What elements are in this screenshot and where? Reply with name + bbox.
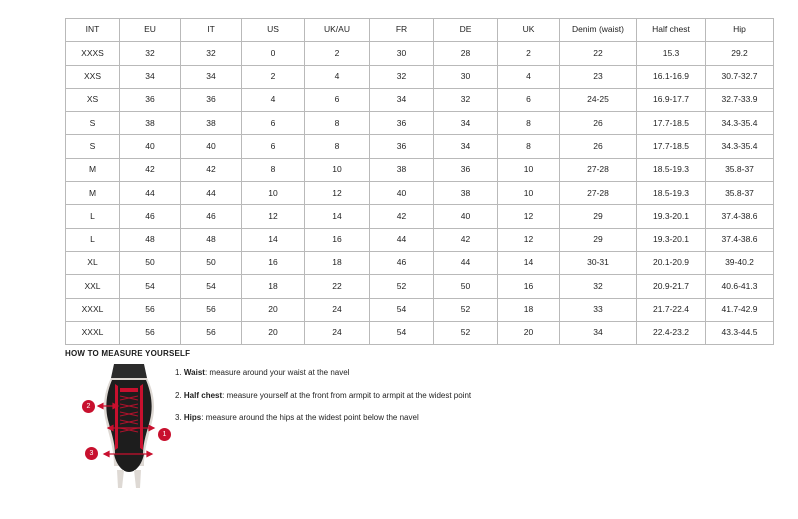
cell-de: 42: [434, 228, 498, 251]
cell-half-chest: 20.1-20.9: [637, 251, 706, 274]
cell-de: 28: [434, 42, 498, 65]
cell-hip: 34.3-35.4: [706, 112, 774, 135]
cell-hip: 35.8-37: [706, 158, 774, 181]
cell-uk: 14: [498, 251, 560, 274]
cell-it: 38: [181, 112, 242, 135]
cell-denim-waist: 23: [560, 65, 637, 88]
cell-us: 14: [242, 228, 305, 251]
cell-de: 36: [434, 158, 498, 181]
cell-hip: 39-40.2: [706, 251, 774, 274]
cell-us: 16: [242, 251, 305, 274]
cell-int: XXXS: [66, 42, 120, 65]
cell-eu: 56: [120, 298, 181, 321]
cell-eu: 46: [120, 205, 181, 228]
cell-eu: 56: [120, 321, 181, 344]
table-row: [66, 275, 774, 298]
cell-half-chest: 17.7-18.5: [637, 112, 706, 135]
cell-uk-au: 22: [305, 275, 370, 298]
cell-us: 6: [242, 112, 305, 135]
measure-instruction-waist: [175, 368, 645, 378]
cell-fr: 54: [370, 321, 434, 344]
measure-label-waist: Waist: [183, 368, 205, 377]
cell-de: 32: [434, 88, 498, 111]
cell-denim-waist: 32: [560, 275, 637, 298]
table-row: [66, 251, 774, 274]
cell-int: L: [66, 228, 120, 251]
cell-fr: 30: [370, 42, 434, 65]
cell-half-chest: 21.7-22.4: [637, 298, 706, 321]
measure-text-half-chest: : measure yourself at the front from armpit to armpit at the widest point: [222, 390, 472, 400]
cell-half-chest: 17.7-18.5: [637, 135, 706, 158]
cell-int: XXL: [66, 275, 120, 298]
table-row: [66, 65, 774, 88]
mannequin-svg: [84, 362, 174, 492]
cell-hip: 30.7-32.7: [706, 65, 774, 88]
cell-int: XS: [66, 88, 120, 111]
cell-us: 20: [242, 321, 305, 344]
cell-de: 40: [434, 205, 498, 228]
cell-uk: 4: [498, 65, 560, 88]
cell-uk-au: 14: [305, 205, 370, 228]
table-row: [66, 321, 774, 344]
cell-us: 8: [242, 158, 305, 181]
cell-de: 38: [434, 182, 498, 205]
cell-uk: 10: [498, 158, 560, 181]
cell-eu: 34: [120, 65, 181, 88]
cell-eu: 36: [120, 88, 181, 111]
cell-it: 36: [181, 88, 242, 111]
cell-de: 34: [434, 135, 498, 158]
measure-instruction-half-chest: [175, 391, 645, 401]
cell-hip: 41.7-42.9: [706, 298, 774, 321]
size-chart-container: [65, 18, 758, 345]
cell-denim-waist: 27-28: [560, 182, 637, 205]
cell-fr: 40: [370, 182, 434, 205]
mannequin-illustration: [84, 362, 174, 492]
cell-uk: 12: [498, 205, 560, 228]
cell-half-chest: 19.3-20.1: [637, 228, 706, 251]
how-to-measure-heading: HOW TO MEASURE YOURSELF: [65, 349, 191, 358]
measure-text-hips: : measure around the hips at the widest point below the navel: [201, 413, 419, 423]
cell-uk-au: 8: [305, 112, 370, 135]
cell-it: 56: [181, 321, 242, 344]
cell-int: XXS: [66, 65, 120, 88]
measure-text-waist: : measure around your waist at the navel: [204, 368, 350, 377]
column-header-de: DE: [434, 19, 498, 42]
table-row: [66, 298, 774, 321]
cell-us: 20: [242, 298, 305, 321]
cell-uk: 2: [498, 42, 560, 65]
cell-de: 44: [434, 251, 498, 274]
cell-eu: 40: [120, 135, 181, 158]
measure-number-3: 3.: [175, 413, 182, 423]
cell-half-chest: 19.3-20.1: [637, 205, 706, 228]
cell-fr: 52: [370, 275, 434, 298]
column-header-it: IT: [181, 19, 242, 42]
cell-int: XL: [66, 251, 120, 274]
cell-fr: 34: [370, 88, 434, 111]
table-row: [66, 158, 774, 181]
cell-int: M: [66, 182, 120, 205]
cell-it: 54: [181, 275, 242, 298]
cell-denim-waist: 29: [560, 228, 637, 251]
measure-number-1: 1.: [175, 368, 182, 377]
cell-hip: 43.3-44.5: [706, 321, 774, 344]
column-header-uk-au: UK/AU: [305, 19, 370, 42]
column-header-denim-waist: Denim (waist): [560, 19, 637, 42]
cell-uk-au: 12: [305, 182, 370, 205]
cell-uk: 6: [498, 88, 560, 111]
cell-de: 34: [434, 112, 498, 135]
cell-fr: 38: [370, 158, 434, 181]
cell-eu: 32: [120, 42, 181, 65]
column-header-hip: Hip: [706, 19, 774, 42]
cell-uk: 18: [498, 298, 560, 321]
cell-eu: 38: [120, 112, 181, 135]
marker-badge-3: 3: [85, 447, 98, 460]
cell-uk-au: 18: [305, 251, 370, 274]
cell-half-chest: 15.3: [637, 42, 706, 65]
cell-fr: 54: [370, 298, 434, 321]
cell-eu: 44: [120, 182, 181, 205]
cell-uk-au: 8: [305, 135, 370, 158]
cell-hip: 34.3-35.4: [706, 135, 774, 158]
cell-hip: 40.6-41.3: [706, 275, 774, 298]
cell-uk-au: 16: [305, 228, 370, 251]
cell-uk-au: 24: [305, 298, 370, 321]
cell-uk-au: 2: [305, 42, 370, 65]
column-header-half-chest: Half chest: [637, 19, 706, 42]
cell-uk: 8: [498, 135, 560, 158]
cell-de: 52: [434, 321, 498, 344]
cell-it: 46: [181, 205, 242, 228]
cell-uk: 20: [498, 321, 560, 344]
cell-uk: 16: [498, 275, 560, 298]
marker-badge-2: 2: [82, 400, 95, 413]
cell-us: 0: [242, 42, 305, 65]
cell-eu: 50: [120, 251, 181, 274]
column-header-us: US: [242, 19, 305, 42]
cell-hip: 37.4-38.6: [706, 205, 774, 228]
cell-de: 50: [434, 275, 498, 298]
cell-eu: 42: [120, 158, 181, 181]
cell-us: 6: [242, 135, 305, 158]
table-row: [66, 228, 774, 251]
cell-uk-au: 6: [305, 88, 370, 111]
cell-half-chest: 18.5-19.3: [637, 158, 706, 181]
cell-uk-au: 24: [305, 321, 370, 344]
cell-int: M: [66, 158, 120, 181]
cell-half-chest: 18.5-19.3: [637, 182, 706, 205]
cell-it: 34: [181, 65, 242, 88]
cell-denim-waist: 33: [560, 298, 637, 321]
cell-denim-waist: 26: [560, 135, 637, 158]
measure-instruction-hips: [175, 413, 645, 423]
cell-us: 4: [242, 88, 305, 111]
table-row: [66, 205, 774, 228]
cell-fr: 46: [370, 251, 434, 274]
cell-uk-au: 10: [305, 158, 370, 181]
cell-hip: 37.4-38.6: [706, 228, 774, 251]
cell-denim-waist: 26: [560, 112, 637, 135]
cell-us: 2: [242, 65, 305, 88]
cell-uk: 12: [498, 228, 560, 251]
cell-denim-waist: 22: [560, 42, 637, 65]
cell-it: 48: [181, 228, 242, 251]
cell-half-chest: 22.4-23.2: [637, 321, 706, 344]
cell-half-chest: 16.9-17.7: [637, 88, 706, 111]
cell-it: 32: [181, 42, 242, 65]
cell-denim-waist: 27-28: [560, 158, 637, 181]
column-header-fr: FR: [370, 19, 434, 42]
cell-us: 18: [242, 275, 305, 298]
cell-eu: 54: [120, 275, 181, 298]
cell-int: XXXL: [66, 298, 120, 321]
table-body: [66, 42, 774, 345]
cell-hip: 29.2: [706, 42, 774, 65]
measure-label-hips: Hips: [183, 413, 202, 423]
cell-int: S: [66, 112, 120, 135]
column-header-eu: EU: [120, 19, 181, 42]
size-chart-table: [65, 18, 774, 345]
cell-eu: 48: [120, 228, 181, 251]
measure-instructions: [175, 368, 645, 436]
cell-fr: 44: [370, 228, 434, 251]
cell-fr: 36: [370, 112, 434, 135]
table-row: [66, 112, 774, 135]
column-header-int: INT: [66, 19, 120, 42]
cell-us: 12: [242, 205, 305, 228]
measure-number-2: 2.: [175, 390, 182, 400]
table-header-row: [66, 19, 774, 42]
cell-hip: 35.8-37: [706, 182, 774, 205]
cell-int: L: [66, 205, 120, 228]
cell-it: 42: [181, 158, 242, 181]
cell-uk: 8: [498, 112, 560, 135]
cell-half-chest: 16.1-16.9: [637, 65, 706, 88]
cell-denim-waist: 30-31: [560, 251, 637, 274]
column-header-uk: UK: [498, 19, 560, 42]
cell-de: 52: [434, 298, 498, 321]
cell-hip: 32.7-33.9: [706, 88, 774, 111]
cell-fr: 42: [370, 205, 434, 228]
cell-denim-waist: 29: [560, 205, 637, 228]
cell-int: S: [66, 135, 120, 158]
table-row: [66, 42, 774, 65]
cell-uk: 10: [498, 182, 560, 205]
table-row: [66, 88, 774, 111]
cell-de: 30: [434, 65, 498, 88]
cell-it: 56: [181, 298, 242, 321]
cell-it: 50: [181, 251, 242, 274]
cell-denim-waist: 24-25: [560, 88, 637, 111]
cell-half-chest: 20.9-21.7: [637, 275, 706, 298]
cell-int: XXXL: [66, 321, 120, 344]
cell-it: 40: [181, 135, 242, 158]
cell-denim-waist: 34: [560, 321, 637, 344]
measure-label-half-chest: Half chest: [183, 390, 223, 400]
cell-fr: 32: [370, 65, 434, 88]
table-row: [66, 182, 774, 205]
table-row: [66, 135, 774, 158]
cell-fr: 36: [370, 135, 434, 158]
cell-it: 44: [181, 182, 242, 205]
marker-badge-1: 1: [158, 428, 171, 441]
cell-uk-au: 4: [305, 65, 370, 88]
cell-us: 10: [242, 182, 305, 205]
